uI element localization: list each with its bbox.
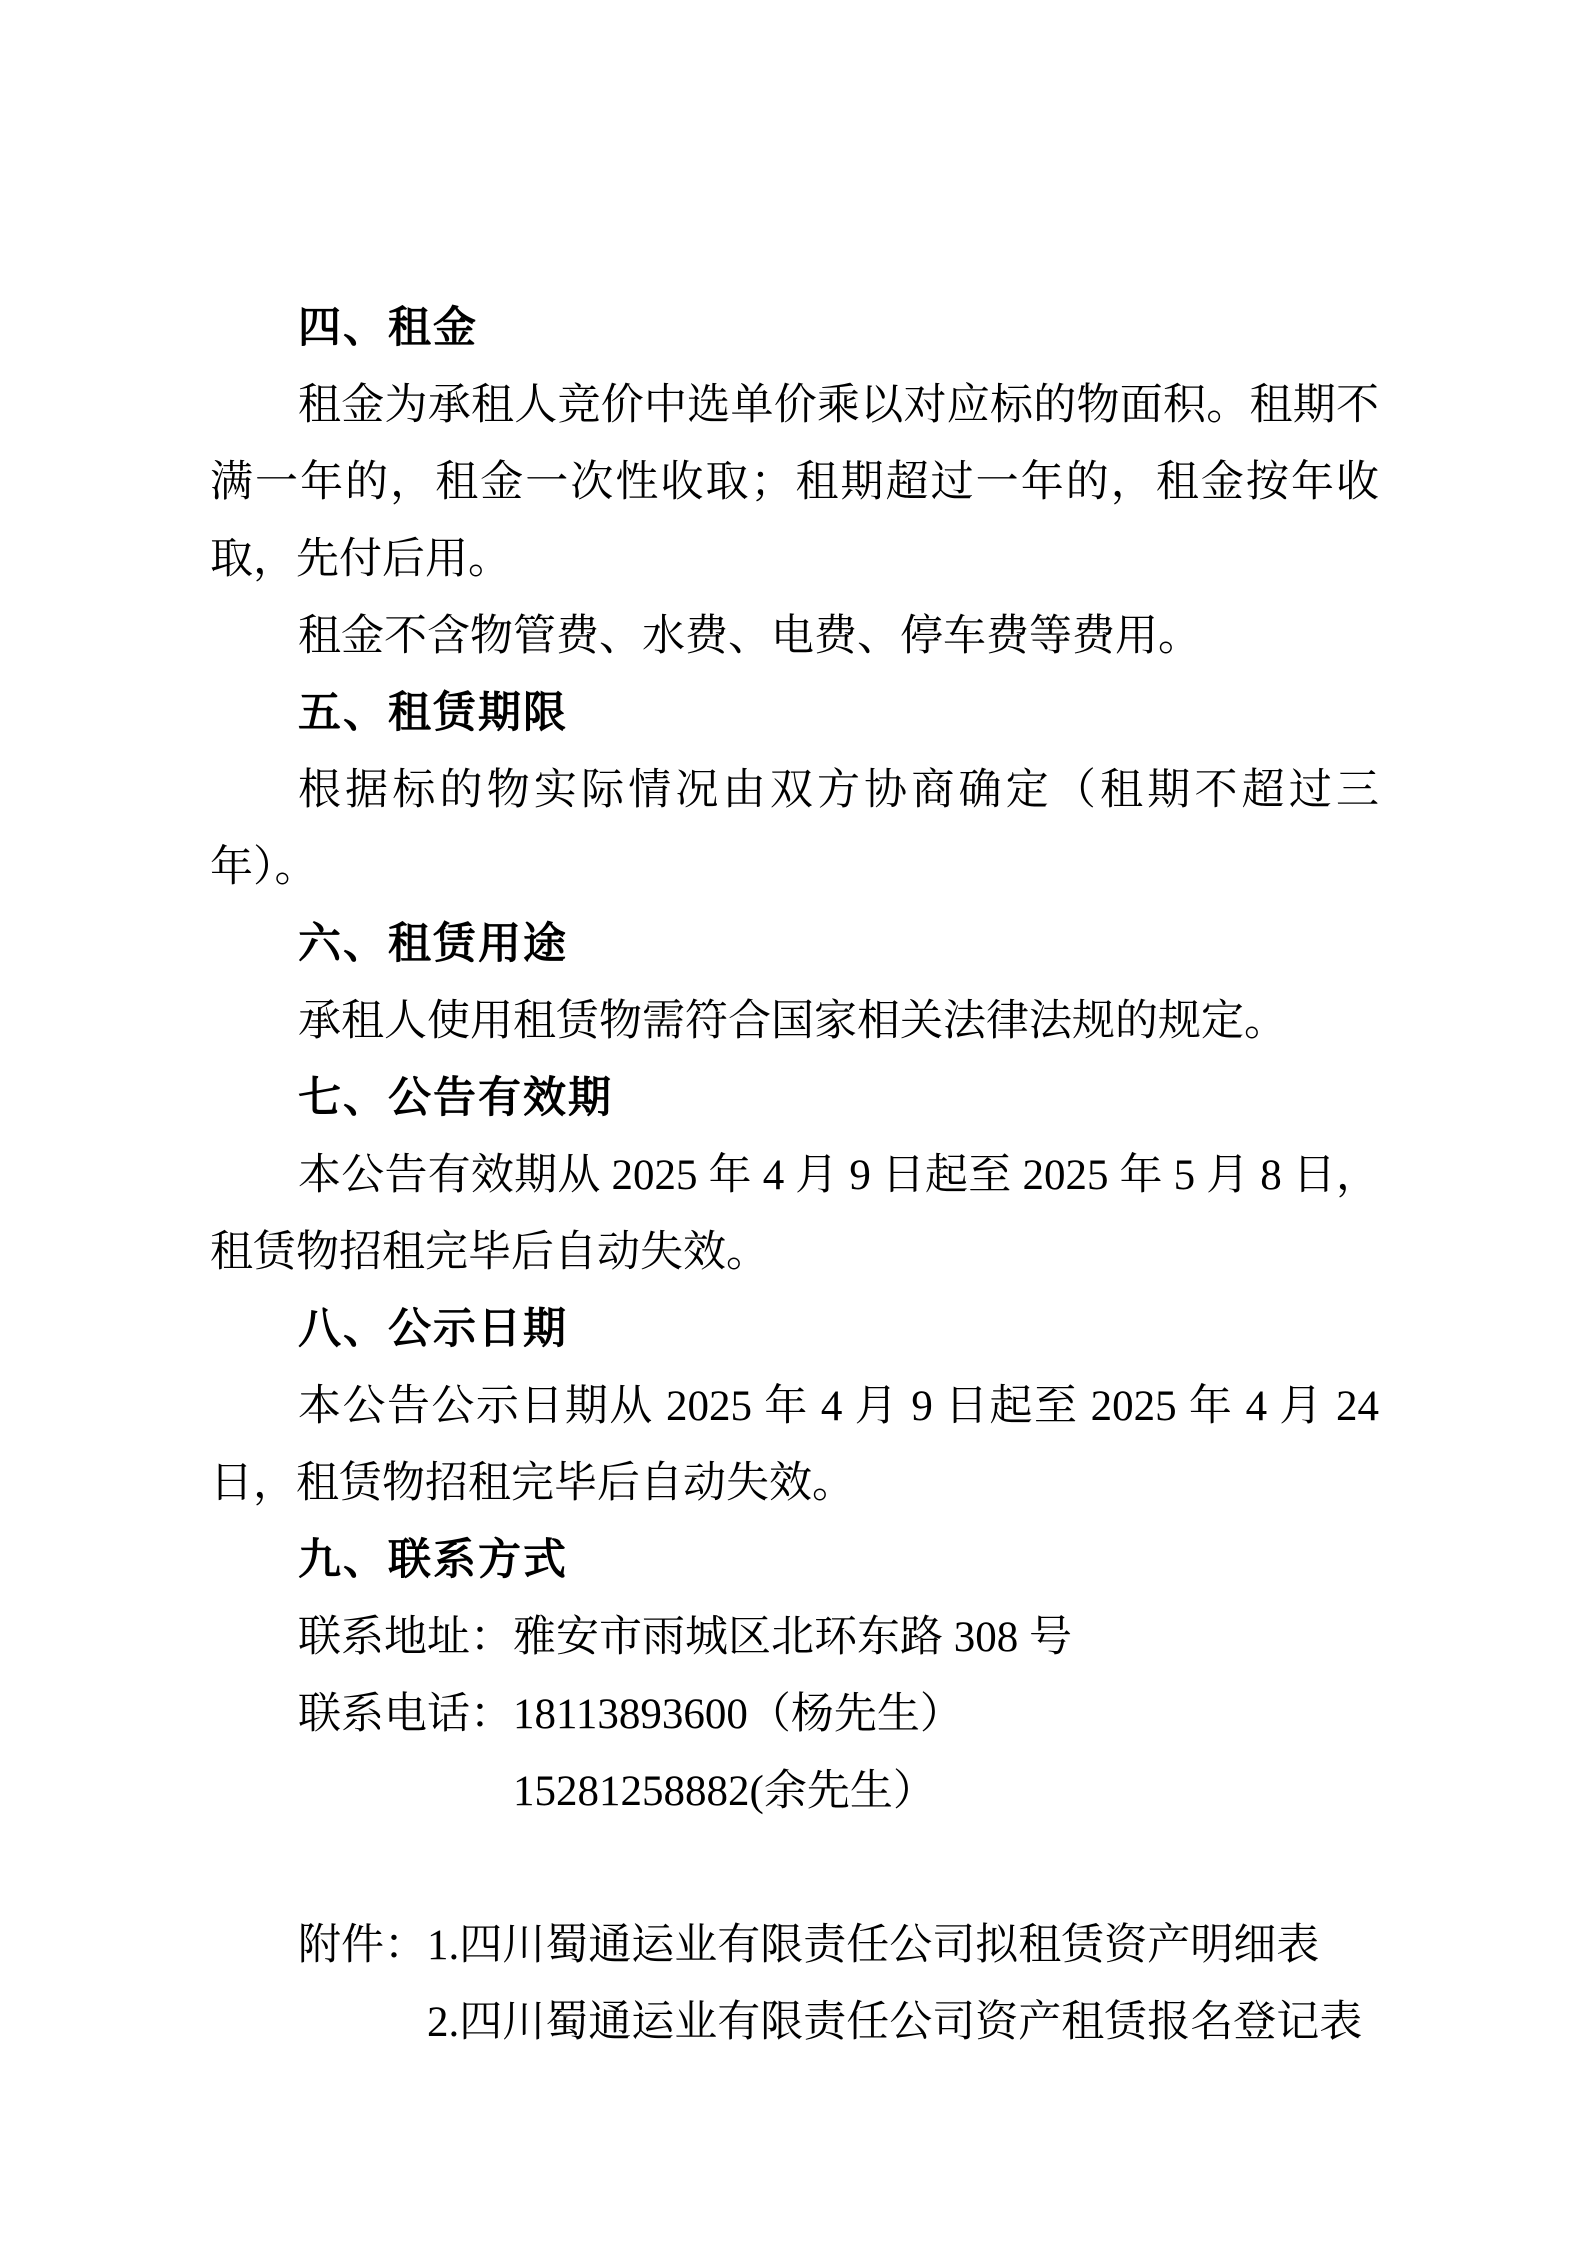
contact-address-line: 联系地址：雅安市雨城区北环东路 308 号 bbox=[298, 1614, 1072, 1661]
attachment-item-1: 1.四川蜀通运业有限责任公司拟租赁资产明细表 bbox=[427, 1922, 1320, 1969]
section-heading-rent: 四、租金 bbox=[298, 304, 478, 352]
section-heading-announcement-validity: 七、公告有效期 bbox=[298, 1074, 613, 1122]
attachments-line-1 bbox=[210, 1907, 1379, 1984]
section-heading-lease-term: 五、租赁期限 bbox=[298, 689, 568, 737]
attachments-line-2: 2.四川蜀通运业有限责任公司资产租赁报名登记表 bbox=[427, 1999, 1363, 2046]
blank-line bbox=[210, 1830, 1379, 1907]
section-heading-publicity-period: 八、公示日期 bbox=[298, 1305, 568, 1353]
paragraph-publicity-period: 本公告公示日期从 2025 年 4 月 9 日起至 2025 年 4 月 24 日，租赁物招租完毕后自动失效。 bbox=[210, 1383, 1379, 1507]
attachments-label: 附件： bbox=[298, 1922, 427, 1969]
contact-phone-line-1: 联系电话：18113893600（杨先生） bbox=[298, 1691, 963, 1738]
contact-phone-line-2: 15281258882(余先生） bbox=[513, 1768, 936, 1815]
section-heading-contact: 九、联系方式 bbox=[298, 1536, 568, 1584]
paragraph-lease-term: 根据标的物实际情况由双方协商确定（租期不超过三年）。 bbox=[210, 767, 1379, 891]
section-heading-lease-use: 六、租赁用途 bbox=[298, 920, 568, 968]
paragraph-rent-terms: 租金为承租人竞价中选单价乘以对应标的物面积。租期不满一年的，租金一次性收取；租期超过一年的，租金按年收取，先付后用。 bbox=[210, 382, 1379, 583]
paragraph-rent-excludes: 租金不含物管费、水费、电费、停车费等费用。 bbox=[298, 613, 1201, 660]
paragraph-announcement-validity: 本公告有效期从 2025 年 4 月 9 日起至 2025 年 5 月 8 日，租赁物招租完毕后自动失效。 bbox=[210, 1152, 1379, 1276]
paragraph-lease-use: 承租人使用租赁物需符合国家相关法律法规的规定。 bbox=[298, 998, 1287, 1045]
